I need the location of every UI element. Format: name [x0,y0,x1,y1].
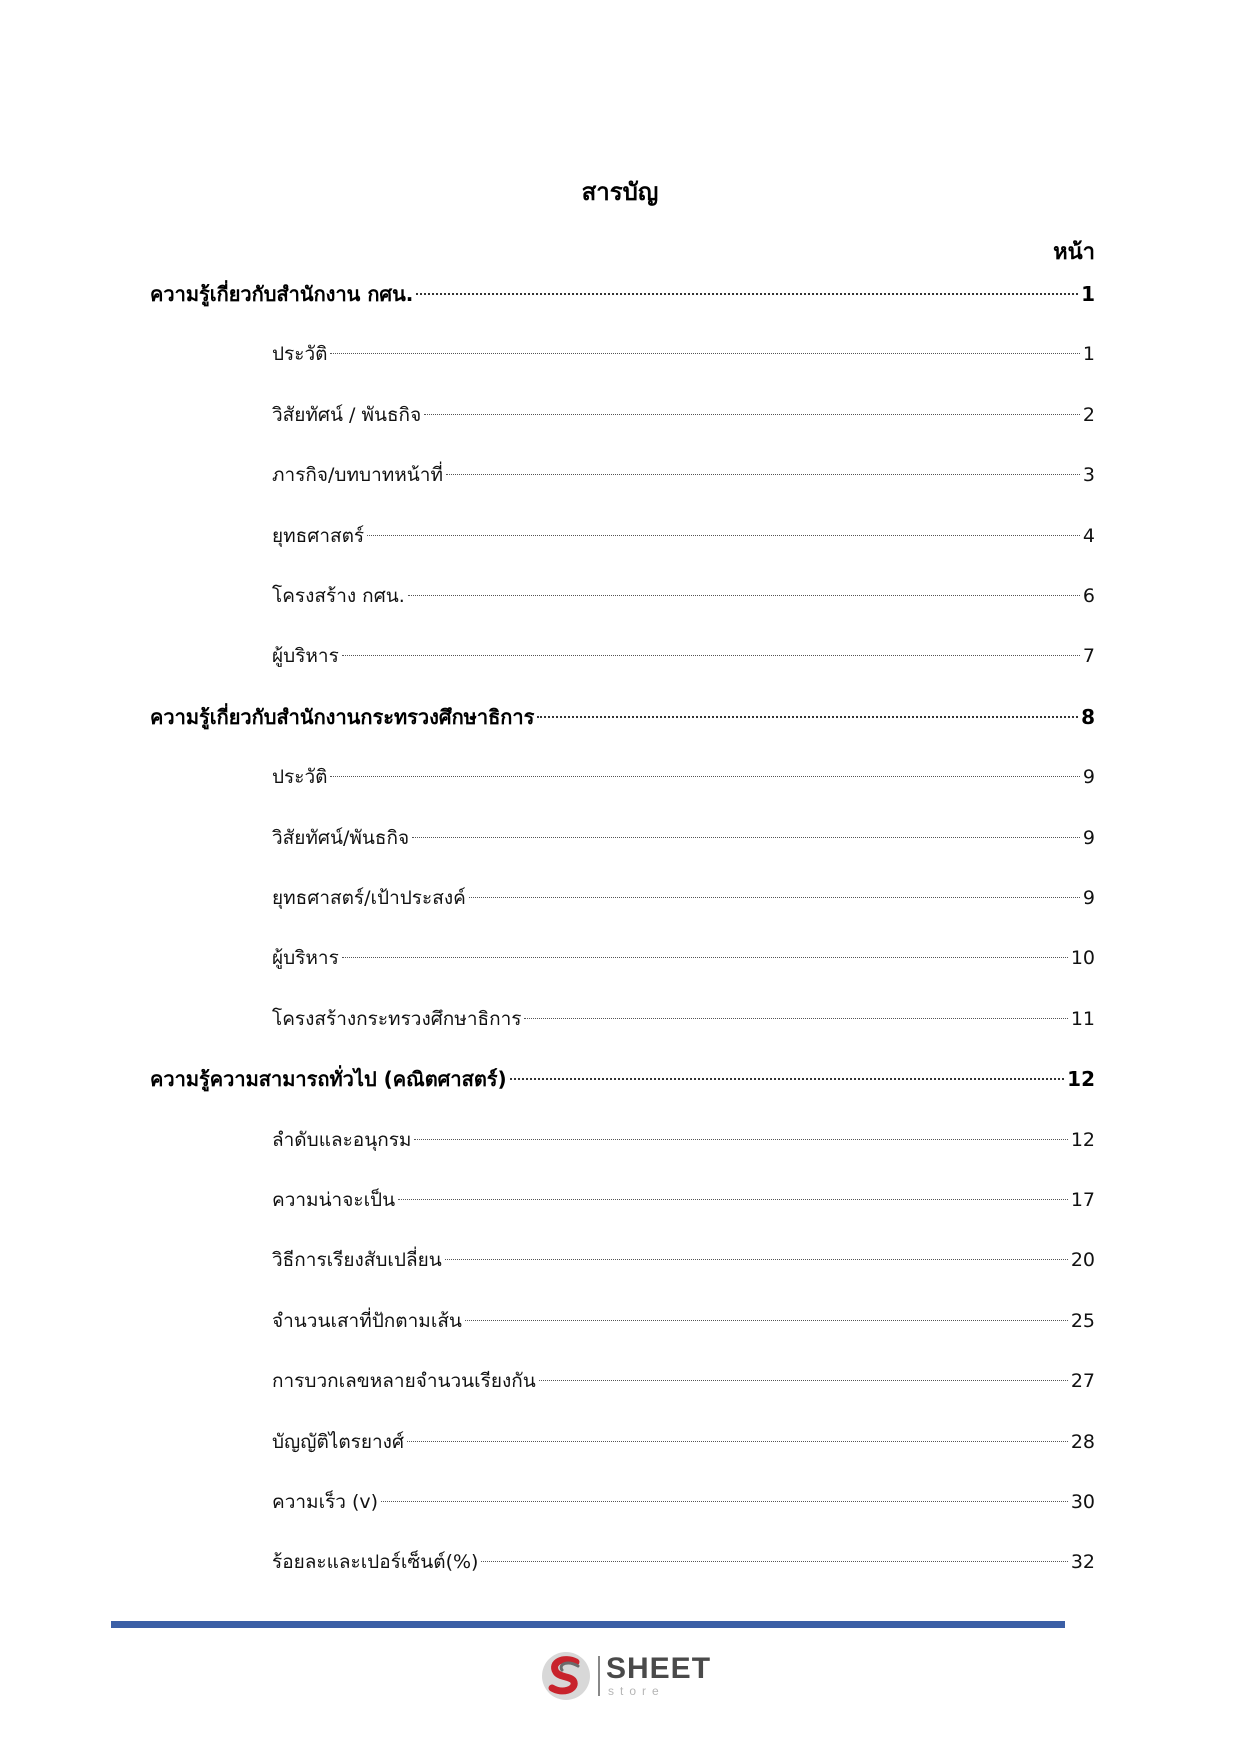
toc-entry-page-number: 32 [1070,1551,1095,1573]
toc-entry-label: ประวัติ [272,766,328,788]
toc-entry-label: วิสัยทัศน์/พันธกิจ [272,827,410,849]
toc-entry-page-number: 20 [1070,1249,1095,1271]
dot-leader [416,292,1078,295]
toc-entry-page-number: 8 [1081,705,1095,729]
toc-entry-page-number: 3 [1082,464,1095,486]
dot-leader [342,654,1080,656]
toc-entry-page-number: 1 [1082,343,1095,365]
toc-entry [272,1182,1095,1218]
toc-entry [272,1001,1095,1037]
dot-leader [412,836,1080,838]
toc-section [150,276,1095,312]
dot-leader [407,1440,1068,1442]
toc-entry [272,1363,1095,1399]
toc-entry-page-number: 4 [1082,525,1095,547]
toc-entry-page-number: 9 [1082,766,1095,788]
toc-entry-label: ความเร็ว (v) [272,1491,379,1513]
toc-section [150,699,1095,735]
toc-entry-label: ผู้บริหาร [272,645,339,667]
toc-entry-page-number: 9 [1082,827,1095,849]
toc-entry-page-number: 6 [1082,585,1095,607]
toc-entry [272,940,1095,976]
toc-section [150,1061,1095,1097]
toc-entry-label: ร้อยละและเปอร์เซ็นต์(%) [272,1551,479,1573]
dot-leader [408,594,1080,596]
dot-leader [510,1077,1064,1080]
dot-leader [381,1500,1068,1502]
dot-leader [446,473,1080,475]
toc-entry-label: ความรู้ความสามารถทั่วไป (คณิตศาสตร์) [150,1067,507,1091]
toc-entry-label: จำนวนเสาที่ปักตามเส้น [272,1310,462,1332]
toc-entry [272,518,1095,554]
toc-entry-label: ลำดับและอนุกรม [272,1129,412,1151]
toc-entry [272,457,1095,493]
toc-entry-label: วิธีการเรียงสับเปลี่ยน [272,1249,442,1271]
toc-entry-page-number: 12 [1070,1129,1095,1151]
toc-entry-label: โครงสร้างกระทรวงศึกษาธิการ [272,1008,522,1030]
toc-entry [272,1303,1095,1339]
dot-leader [330,775,1079,777]
toc-entry-label: ความรู้เกี่ยวกับสำนักงาน กศน. [150,282,414,306]
toc-entry-label: การบวกเลขหลายจำนวนเรียงกัน [272,1370,536,1392]
toc-entry [272,336,1095,372]
dot-leader [465,1319,1068,1321]
toc-entry-label: ภารกิจ/บทบาทหน้าที่ [272,464,443,486]
dot-leader [481,1560,1067,1562]
dot-leader [539,1379,1068,1381]
sheet-store-logo [538,1648,712,1704]
dot-leader [469,896,1080,898]
dot-leader [524,1017,1067,1019]
toc-entry-label: บัญญัติไตรยางศ์ [272,1431,405,1453]
logo-wordmark: SHEET [606,1652,712,1685]
logo-subtext: store [608,1684,665,1698]
toc-entry-page-number: 2 [1082,404,1095,426]
toc-entry-page-number: 9 [1082,887,1095,909]
toc-entry [272,1544,1095,1580]
toc-entry-page-number: 25 [1070,1310,1095,1332]
toc-entry [272,1424,1095,1460]
dot-leader [414,1138,1067,1140]
toc-title: สารบัญ [581,178,659,206]
dot-leader [367,534,1080,536]
toc-entry-label: ความน่าจะเป็น [272,1189,396,1211]
dot-leader [424,413,1080,415]
toc-entry-label: ยุทธศาสตร์ [272,525,365,547]
toc-entry-label: ผู้บริหาร [272,947,339,969]
dot-leader [330,352,1079,354]
toc-entry [272,578,1095,614]
toc-entry-label: ยุทธศาสตร์/เป้าประสงค์ [272,887,466,909]
sheet-store-logo-icon [538,1648,594,1704]
logo-divider [598,1656,600,1696]
footer-rule [111,1621,1065,1628]
toc-entry [272,820,1095,856]
dot-leader [398,1198,1068,1200]
toc-entry-page-number: 17 [1070,1189,1095,1211]
toc-entry-label: ความรู้เกี่ยวกับสำนักงานกระทรวงศึกษาธิการ [150,705,535,729]
toc-entry-page-number: 30 [1070,1491,1095,1513]
dot-leader [445,1258,1068,1260]
toc-entry-label: โครงสร้าง กศน. [272,585,405,607]
dot-leader [342,956,1068,958]
toc-entry-page-number: 7 [1082,645,1095,667]
toc-entry [272,1484,1095,1520]
toc-entry-page-number: 12 [1067,1067,1095,1091]
toc-entry [272,1122,1095,1158]
page-column-header: หน้า [1053,240,1095,265]
toc-entry-page-number: 27 [1070,1370,1095,1392]
toc-entry-page-number: 10 [1070,947,1095,969]
dot-leader [537,715,1078,718]
toc-entry-page-number: 11 [1070,1008,1095,1030]
toc-entry-page-number: 1 [1081,282,1095,306]
toc-entry [272,397,1095,433]
toc-entry [272,1242,1095,1278]
toc-entry-label: ประวัติ [272,343,328,365]
toc-entry-page-number: 28 [1070,1431,1095,1453]
toc-entry-label: วิสัยทัศน์ / พันธกิจ [272,404,422,426]
toc-entry [272,759,1095,795]
toc-entry [272,638,1095,674]
toc-entry [272,880,1095,916]
